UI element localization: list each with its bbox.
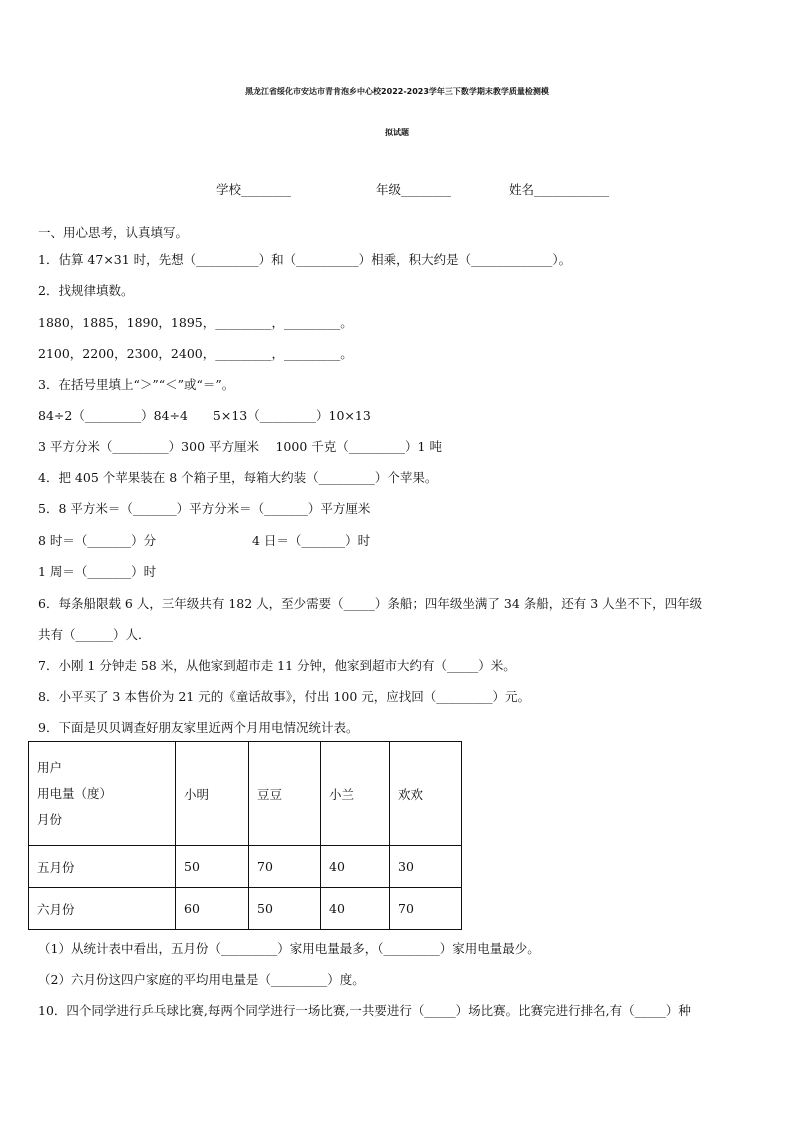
question-10: 10．四个同学进行乒乓球比赛,每两个同学进行一场比赛,一共要进行（_____）场比赛。比赛完进行排名,有（_____）种 <box>38 1003 691 1018</box>
table-cell: 50 <box>249 888 321 930</box>
question-1: 1．估算 47×31 时，先想（__________）和（__________）相乘，积大约是（_____________）。 <box>38 252 572 267</box>
table-diagonal-header <box>29 742 176 846</box>
question-9-part-2: （2）六月份这四户家庭的平均用电量是（_________）度。 <box>38 972 365 987</box>
question-5-row-b: 4 日＝（_______）时 <box>252 533 371 548</box>
electricity-table <box>28 741 462 930</box>
row-label: 五月份 <box>29 846 176 888</box>
row-label: 六月份 <box>29 888 176 930</box>
question-3-row-b: 3 平方分米（_________）300 平方厘米 1000 千克（_________）1 吨 <box>38 439 442 454</box>
column-header: 小兰 <box>321 742 390 846</box>
question-5-row-c: 1 周＝（_______）时 <box>38 564 157 579</box>
question-3-row-a: 84÷2（_________）84÷4 5×13（_________）10×13 <box>38 408 371 423</box>
table-row <box>29 846 462 888</box>
header-user-label: 用户 <box>37 759 63 775</box>
question-2: 2．找规律填数。 <box>38 283 134 298</box>
column-header: 豆豆 <box>249 742 321 846</box>
table-cell: 60 <box>176 888 249 930</box>
header-usage-label: 用电量（度） <box>37 785 113 801</box>
doc-title-line-2: 拟试题 <box>385 128 409 137</box>
table-row <box>29 888 462 930</box>
column-header: 小明 <box>176 742 249 846</box>
grade-field: 年级________ <box>376 182 452 197</box>
table-cell: 40 <box>321 888 390 930</box>
question-9: 9．下面是贝贝调查好朋友家里近两个月用电情况统计表。 <box>38 720 359 735</box>
table-cell: 70 <box>249 846 321 888</box>
question-8: 8．小平买了 3 本售价为 21 元的《童话故事》，付出 100 元，应找回（_________）元。 <box>38 689 531 704</box>
question-3: 3．在括号里填上“＞”“＜”或“＝”。 <box>38 377 235 392</box>
question-9-part-1: （1）从统计表中看出，五月份（_________）家用电量最多，（_________）家用电量最少。 <box>38 941 540 956</box>
table-cell: 50 <box>176 846 249 888</box>
question-7: 7．小刚 1 分钟走 58 米，从他家到超市走 11 分钟，他家到超市大约有（_____）米。 <box>38 658 516 673</box>
header-month-label: 月份 <box>37 811 63 827</box>
question-6-line-1: 6．每条船限载 6 人，三年级共有 182 人，至少需要（_____）条船；四年级坐满了 34 条船，还有 3 人坐不下，四年级 <box>38 596 703 611</box>
table-cell: 70 <box>390 888 462 930</box>
table-cell: 40 <box>321 846 390 888</box>
question-5: 5．8 平方米＝（_______）平方分米＝（_______）平方厘米 <box>38 501 371 516</box>
doc-title-line-1: 黑龙江省绥化市安达市青肯泡乡中心校2022-2023学年三下数学期末教学质量检测模 <box>245 87 549 96</box>
question-2-row-b: 2100，2200，2300，2400，_________，_________。 <box>38 346 353 361</box>
table-cell: 30 <box>390 846 462 888</box>
column-header: 欢欢 <box>390 742 462 846</box>
section-heading: 一、用心思考，认真填写。 <box>38 225 189 240</box>
question-5-row-a: 8 时＝（_______）分 <box>38 533 157 548</box>
name-field: 姓名____________ <box>509 182 610 197</box>
table-header-row <box>29 742 462 846</box>
question-2-row-a: 1880，1885，1890，1895，_________，_________。 <box>38 315 353 330</box>
school-field: 学校________ <box>216 182 292 197</box>
question-6-line-2: 共有（______）人． <box>38 627 151 642</box>
question-4: 4．把 405 个苹果装在 8 个箱子里，每箱大约装（_________）个苹果。 <box>38 470 438 485</box>
